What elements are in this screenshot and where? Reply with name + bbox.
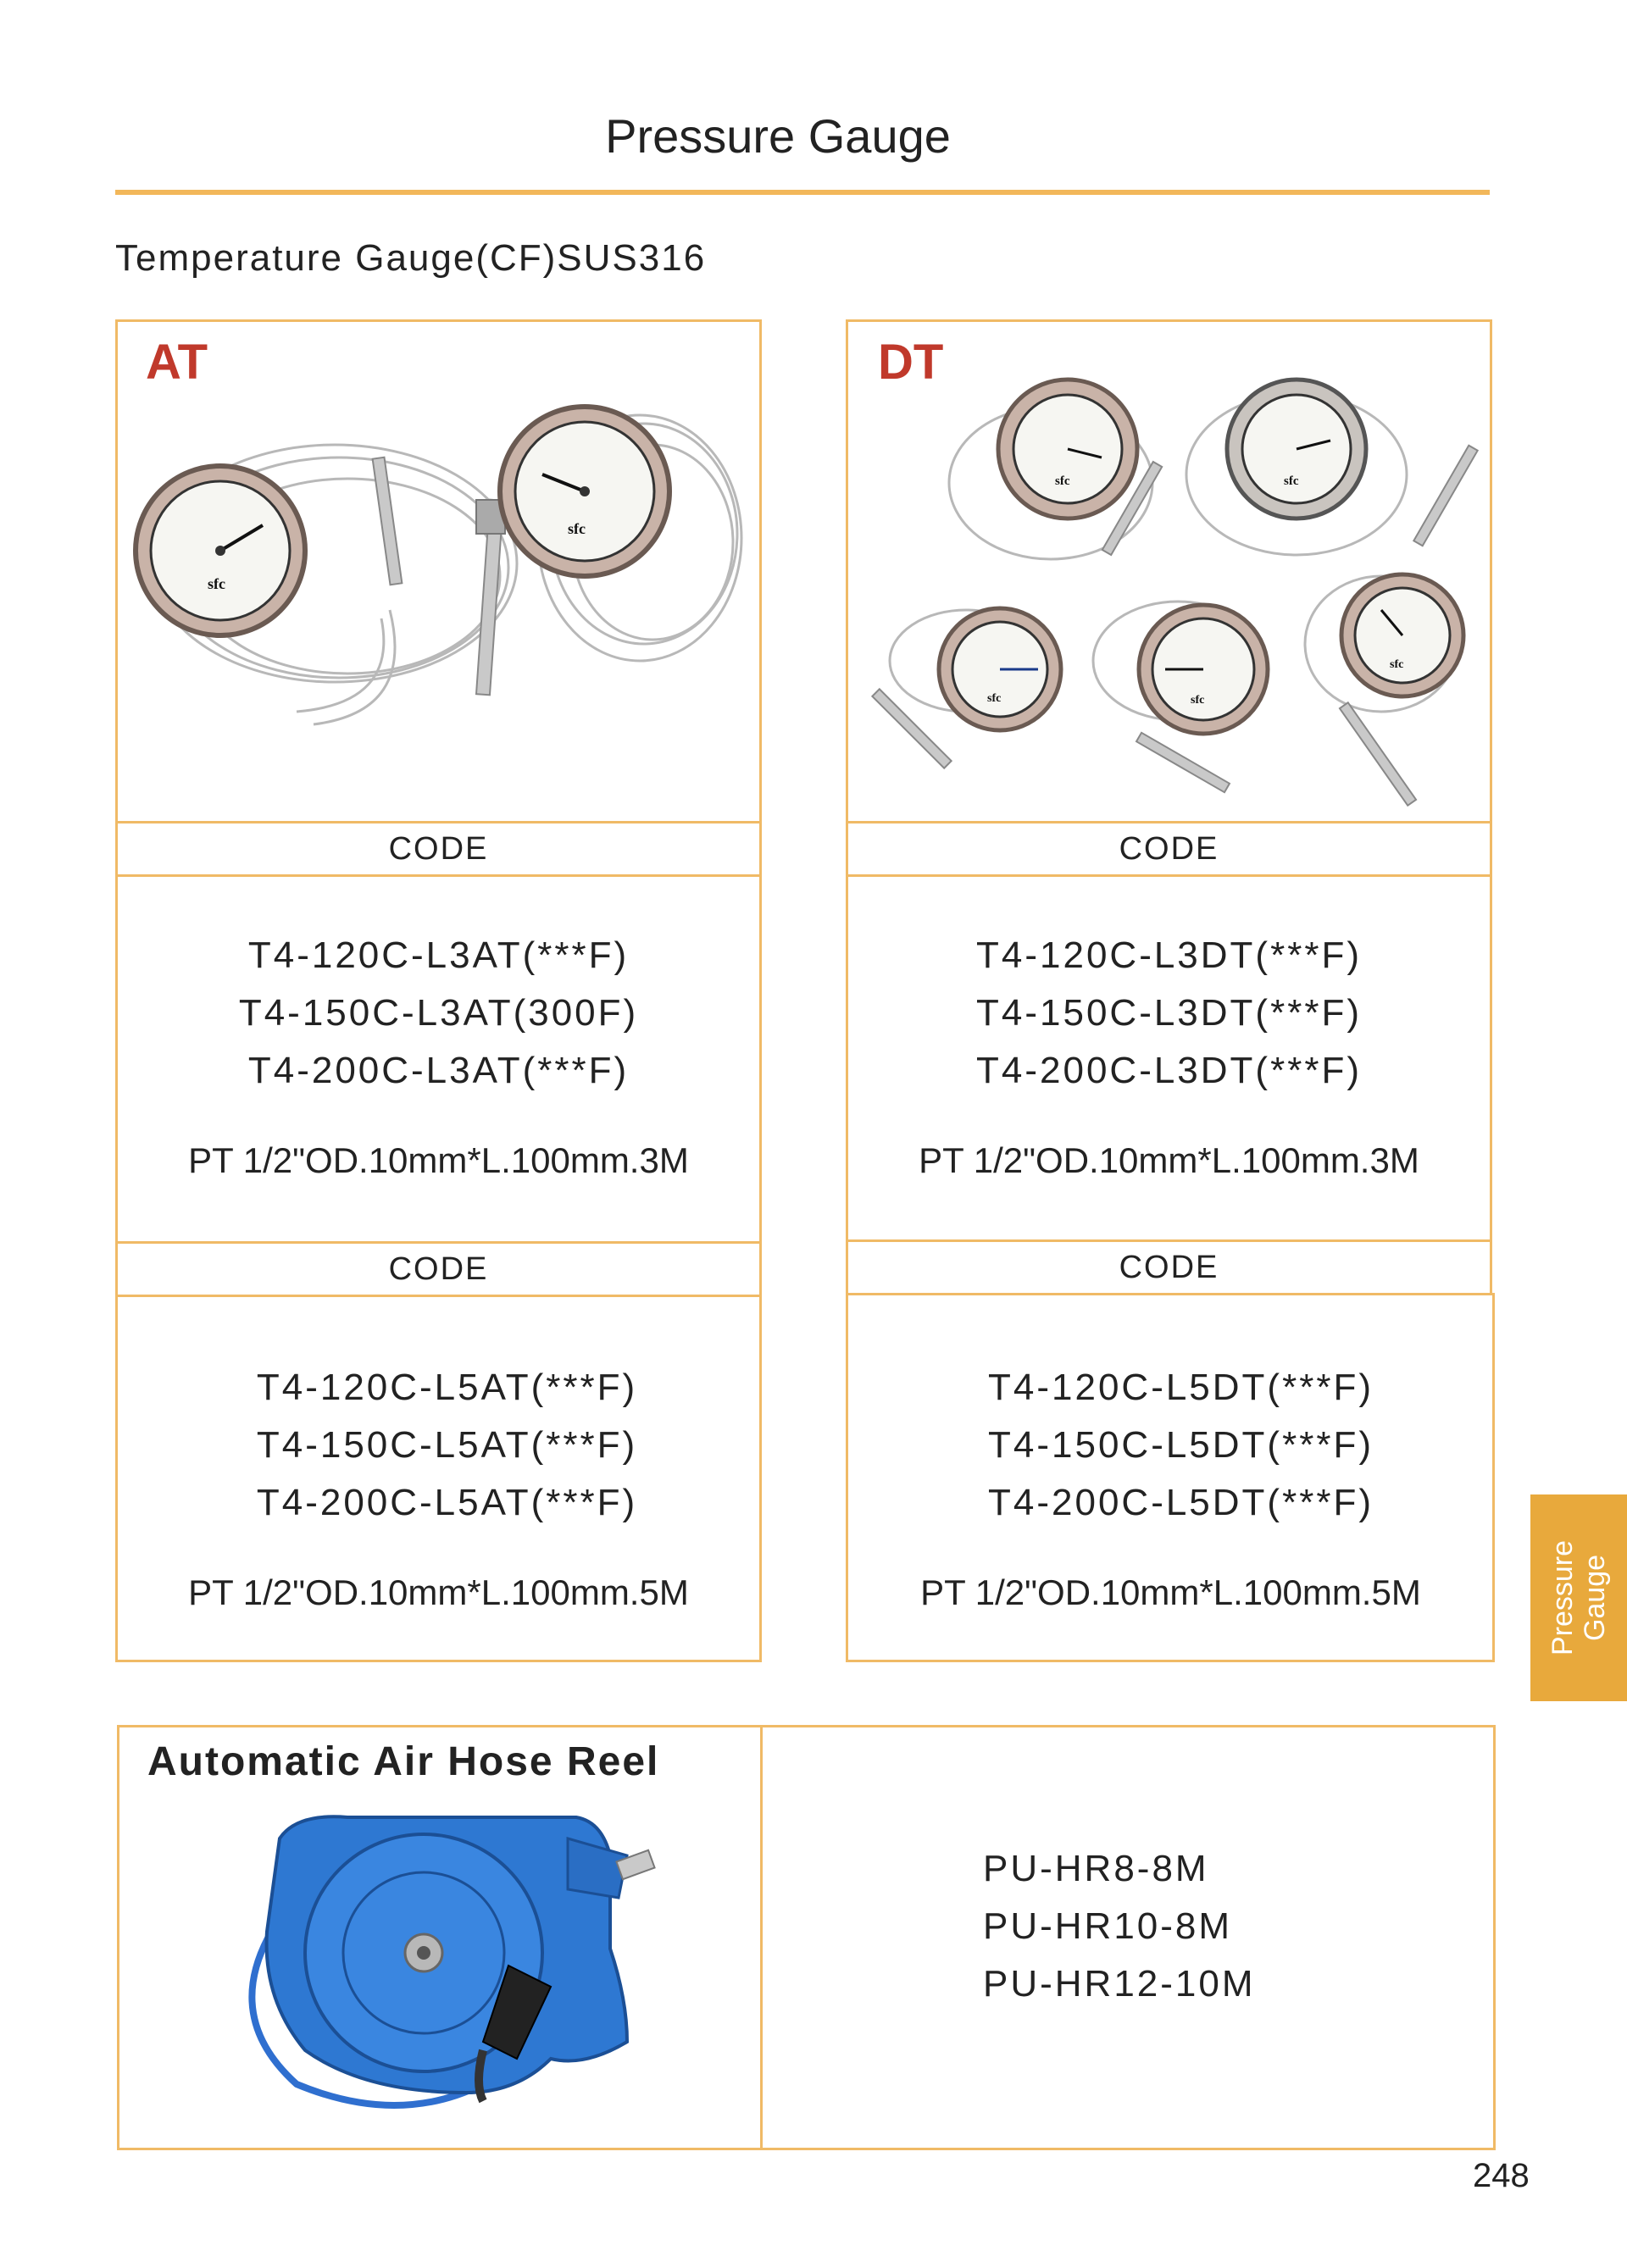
svg-text:sfc: sfc	[987, 692, 1002, 705]
svg-text:sfc: sfc	[1284, 474, 1299, 488]
title-divider	[115, 190, 1490, 195]
dt-code-item: T4-120C-L5DT(***F)	[988, 1367, 1374, 1408]
reel-title: Automatic Air Hose Reel	[147, 1739, 660, 1784]
dt-code-list-2	[858, 1359, 1504, 1532]
at-code-item: T4-120C-L5AT(***F)	[256, 1367, 638, 1408]
svg-text:sfc: sfc	[1055, 474, 1070, 488]
at-code-item: T4-200C-L5AT(***F)	[256, 1482, 638, 1523]
sfc-logo-text: sfc	[208, 575, 225, 592]
at-code-item: T4-200C-L3AT(***F)	[247, 1050, 630, 1091]
at-code-label-2: CODE	[388, 1251, 489, 1287]
svg-text:sfc: sfc	[1191, 694, 1205, 707]
dt-spec-1: PT 1/2"OD.10mm*L.100mm.3M	[919, 1140, 1419, 1180]
dt-code-item: T4-120C-L3DT(***F)	[976, 934, 1362, 976]
reel-code-list	[983, 1840, 1256, 2013]
dt-code-item: T4-200C-L5DT(***F)	[988, 1482, 1374, 1523]
dt-code-label-2: CODE	[1119, 1250, 1219, 1285]
svg-text:sfc: sfc	[568, 520, 586, 537]
dt-code-item: T4-150C-L5DT(***F)	[988, 1424, 1374, 1466]
reel-code-item: PU-HR8-8M	[983, 1848, 1209, 1889]
section-side-tab	[1530, 1494, 1627, 1701]
reel-code-item: PU-HR12-10M	[983, 1963, 1256, 2005]
hose-reel-photo	[229, 1805, 669, 2127]
dt-gauge-photo	[873, 356, 1483, 818]
at-code-item: T4-120C-L3AT(***F)	[247, 934, 630, 976]
dt-spec-2: PT 1/2"OD.10mm*L.100mm.5M	[920, 1572, 1421, 1612]
reel-divider	[760, 1725, 763, 2150]
dt-code-label-1: CODE	[1119, 831, 1219, 867]
page-number: 248	[1473, 2157, 1530, 2194]
section-subtitle: Temperature Gauge(CF)SUS316	[115, 237, 707, 279]
reel-code-item: PU-HR10-8M	[983, 1905, 1233, 1947]
svg-text:sfc: sfc	[1390, 658, 1404, 671]
at-spec-2: PT 1/2"OD.10mm*L.100mm.5M	[188, 1572, 689, 1612]
at-code-list-2	[124, 1359, 770, 1532]
dt-code-list-1	[846, 927, 1492, 1100]
dt-code-item: T4-150C-L3DT(***F)	[976, 992, 1362, 1034]
at-spec-1: PT 1/2"OD.10mm*L.100mm.3M	[188, 1140, 689, 1180]
dt-tag: DT	[878, 335, 944, 390]
side-tab-label: Pressure Gauge	[1546, 1539, 1611, 1656]
at-code-label-1: CODE	[388, 831, 489, 867]
at-code-item: T4-150C-L3AT(300F)	[238, 992, 639, 1034]
at-code-list-1	[115, 927, 762, 1100]
at-code-item: T4-150C-L5AT(***F)	[256, 1424, 638, 1466]
at-gauge-photo	[127, 398, 754, 737]
dt-code-item: T4-200C-L3DT(***F)	[976, 1050, 1362, 1091]
page-title: Pressure Gauge	[605, 109, 951, 163]
at-tag: AT	[146, 335, 208, 390]
